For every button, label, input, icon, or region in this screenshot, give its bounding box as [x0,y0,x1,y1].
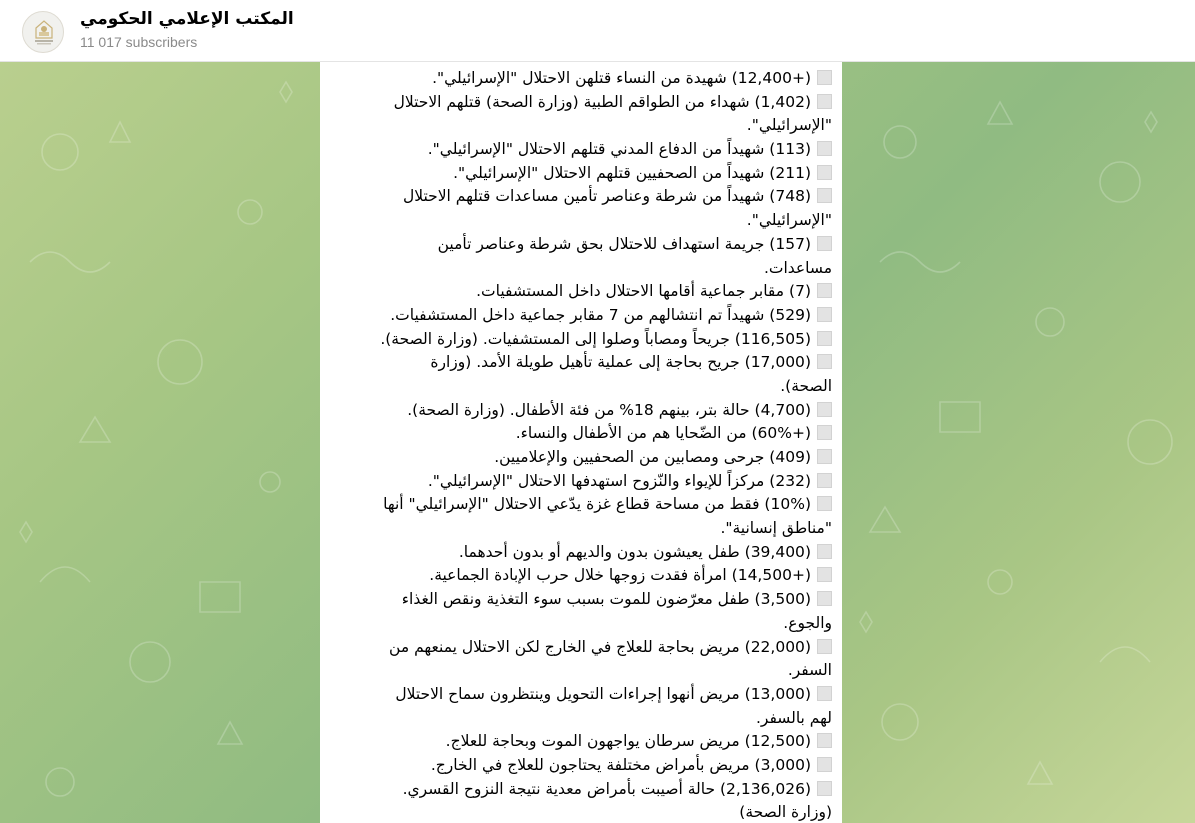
message-list-item [332,91,832,115]
white-square-emoji-icon [817,733,832,748]
white-square-emoji-icon [817,331,832,346]
message-list-item [332,185,832,209]
white-square-emoji-icon [817,567,832,582]
message-list-item [332,422,832,446]
message-line-continuation [332,257,832,281]
message-list-item [332,754,832,778]
message-line-text: (116,505) جريحاً ومصاباً وصلوا إلى المستشفيات. (وزارة الصحة). [380,329,811,348]
message-list-item [332,446,832,470]
white-square-emoji-icon [817,781,832,796]
message-line-text: (7) مقابر جماعية أقامها الاحتلال داخل المستشفيات. [476,282,811,301]
message-line-text: والجوع. [783,613,832,632]
message-list-item [332,588,832,612]
channel-logo-icon [23,12,64,53]
message-list-item [332,233,832,257]
message-list-item [332,138,832,162]
white-square-emoji-icon [817,473,832,488]
message-list-item [332,470,832,494]
message-line-text: "الإسرائيلي". [746,211,832,230]
message-list-item [332,564,832,588]
message-bubble[interactable] [320,62,842,823]
message-text [332,67,832,823]
white-square-emoji-icon [817,94,832,109]
message-line-text: السفر. [787,661,832,680]
message-line-text: (113) شهيداً من الدفاع المدني قتلهم الاحتلال "الإسرائيلي". [427,140,811,159]
message-list-item [332,493,832,517]
white-square-emoji-icon [817,165,832,180]
message-line-continuation [332,375,832,399]
message-list-item [332,351,832,375]
message-line-text: (39,400) طفل يعيشون بدون والديهم أو بدون أحدهما. [458,542,811,561]
message-line-text: (1,402) شهداء من الطواقم الطبية (وزارة الصحة) قتلهم الاحتلال [393,92,811,111]
message-line-text: (+14,500) امرأة فقدت زوجها خلال حرب الإبادة الجماعية. [429,566,811,585]
message-line-text: (3,500) طفل معرّضون للموت بسبب سوء التغذية ونقص الغذاء [401,590,811,609]
message-line-text: (17,000) جريح بحاجة إلى عملية تأهيل طويلة الأمد. (وزارة [430,353,811,372]
message-list-item [332,730,832,754]
white-square-emoji-icon [817,496,832,511]
message-line-text: (+12,400) شهيدة من النساء قتلهن الاحتلال "الإسرائيلي". [432,69,811,87]
white-square-emoji-icon [817,141,832,156]
message-list-item [332,683,832,707]
message-list-item [332,280,832,304]
white-square-emoji-icon [817,188,832,203]
white-square-emoji-icon [817,283,832,298]
message-line-text: (22,000) مريض بحاجة للعلاج في الخارج لكن الاحتلال يمنعهم من [389,637,811,656]
white-square-emoji-icon [817,591,832,606]
white-square-emoji-icon [817,639,832,654]
message-list-item [332,636,832,660]
white-square-emoji-icon [817,544,832,559]
message-line-text: لهم بالسفر. [755,708,832,727]
message-line-continuation [332,707,832,731]
message-list-item [332,778,832,802]
message-list-item [332,541,832,565]
message-line-continuation [332,517,832,541]
white-square-emoji-icon [817,236,832,251]
message-line-text: (4,700) حالة بتر، بينهم 18% من فئة الأطفال. (وزارة الصحة). [407,400,811,419]
message-line-text: (2,136,026) حالة أصيبت بأمراض معدية نتيجة النزوح القسري. [402,779,811,798]
message-line-continuation [332,114,832,138]
message-list-item [332,328,832,352]
white-square-emoji-icon [817,402,832,417]
message-line-text: (211) شهيداً من الصحفيين قتلهم الاحتلال "الإسرائيلي". [453,163,811,182]
message-line-text: "الإسرائيلي". [746,116,832,135]
message-list-item [332,162,832,186]
white-square-emoji-icon [817,449,832,464]
message-list-item [332,304,832,328]
white-square-emoji-icon [817,425,832,440]
subscriber-count: 11 017 subscribers [80,34,198,50]
white-square-emoji-icon [817,307,832,322]
message-line-continuation [332,659,832,683]
message-list-item [332,399,832,423]
message-line-text: (10%) فقط من مساحة قطاع غزة يدّعي الاحتلال "الإسرائيلي" أنها [383,495,811,514]
channel-title[interactable]: المكتب الإعلامي الحكومي [80,9,294,29]
white-square-emoji-icon [817,686,832,701]
message-line-text: (13,000) مريض أنهوا إجراءات التحويل وينتظرون سماح الاحتلال [395,684,811,703]
message-line-text: (157) جريمة استهداف للاحتلال بحق شرطة وعناصر تأمين [437,234,811,253]
message-line-text: (748) شهيداً من شرطة وعناصر تأمين مساعدات قتلهم الاحتلال [402,187,811,206]
message-list-item [332,67,832,91]
channel-avatar[interactable] [22,11,64,53]
message-line-text: (وزارة الصحة) [739,803,832,822]
white-square-emoji-icon [817,354,832,369]
message-line-text: "مناطق إنسانية". [720,519,832,538]
message-line-text: (3,000) مريض بأمراض مختلفة يحتاجون للعلاج في الخارج. [430,755,811,774]
white-square-emoji-icon [817,757,832,772]
message-line-continuation [332,801,832,823]
message-line-text: مساعدات. [763,258,832,277]
message-line-text: (+60%) من الضّحايا هم من الأطفال والنساء. [515,424,811,443]
white-square-emoji-icon [817,70,832,85]
message-line-text: الصحة). [780,376,832,395]
channel-header[interactable] [0,0,1195,62]
message-line-continuation [332,612,832,636]
message-line-text: (12,500) مريض سرطان يواجهون الموت وبحاجة للعلاج. [445,732,811,751]
message-line-text: (529) شهيداً تم انتشالهم من 7 مقابر جماعية داخل المستشفيات. [390,305,811,324]
chat-background [0,62,1195,823]
message-line-continuation [332,209,832,233]
message-line-text: (409) جرحى ومصابين من الصحفيين والإعلاميين. [494,448,811,466]
message-line-text: (232) مركزاً للإيواء والنّزوح استهدفها الاحتلال "الإسرائيلي". [427,471,811,490]
